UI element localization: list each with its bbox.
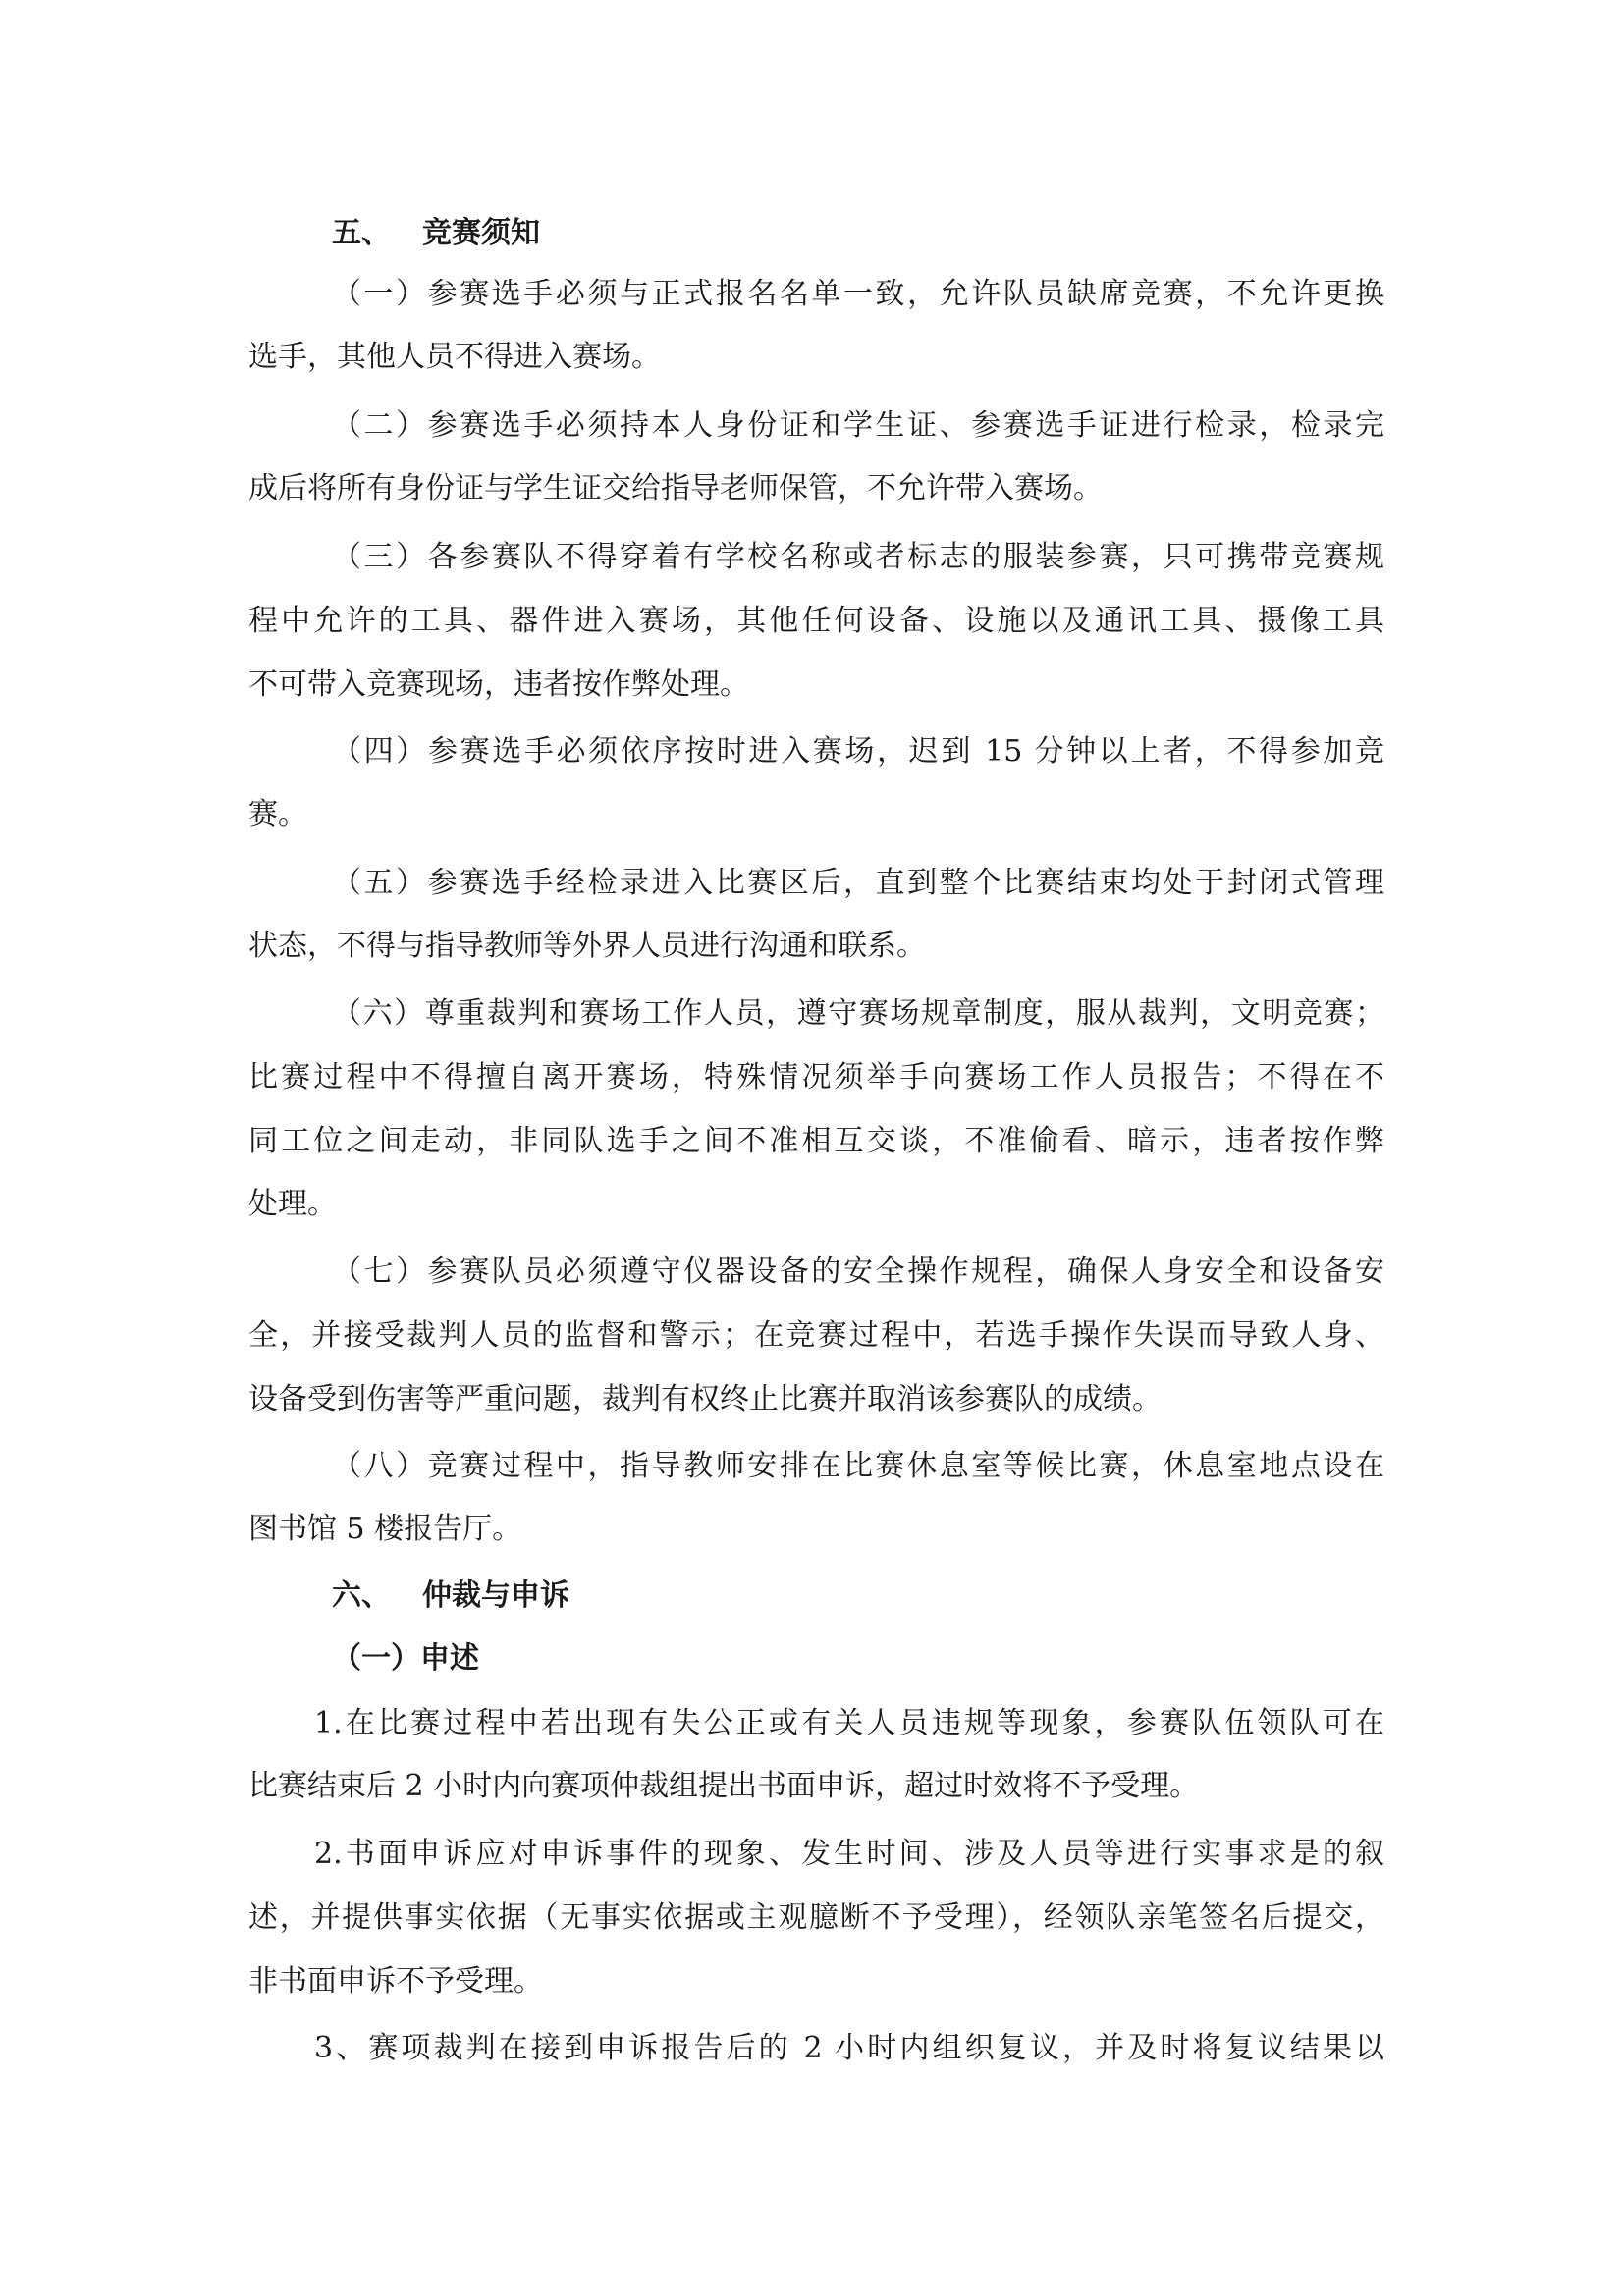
paragraph-line: （二）参赛选手必须持本人身份证和学生证、参赛选手证进行检录，检录完 — [332, 408, 1384, 443]
paragraph-line: （一）参赛选手必须与正式报名名单一致，允许队员缺席竞赛，不允许更换 — [332, 277, 1384, 311]
subsection-heading: （一）申述 — [332, 1641, 479, 1676]
paragraph-line: 不可带入竞赛现场，违者按作弊处理。 — [248, 667, 749, 702]
paragraph-line: 同工位之间走动，非同队选手之间不准相互交谈，不准偷看、暗示，违者按作弊 — [248, 1124, 1384, 1158]
paragraph-line: 述，并提供事实依据（无事实依据或主观臆断不予受理），经领队亲笔签名后提交， — [248, 1900, 1384, 1935]
paragraph-line: 3、赛项裁判在接到申诉报告后的 2 小时内组织复议，并及时将复议结果以 — [314, 2031, 1384, 2065]
section-heading — [332, 214, 540, 253]
paragraph-line: 程中允许的工具、器件进入赛场，其他任何设备、设施以及通讯工具、摄像工具 — [248, 604, 1384, 638]
paragraph-line: 2.书面申诉应对申诉事件的现象、发生时间、涉及人员等进行实事求是的叙 — [314, 1837, 1384, 1871]
paragraph-line: 赛。 — [248, 797, 307, 831]
paragraph-line: 选手，其他人员不得进入赛场。 — [248, 340, 661, 374]
paragraph-line: （三）各参赛队不得穿着有学校名称或者标志的服装参赛，只可携带竞赛规 — [332, 540, 1384, 574]
paragraph-line: 全，并接受裁判人员的监督和警示；在竞赛过程中，若选手操作失误而导致人身、 — [248, 1318, 1384, 1353]
paragraph-line: （七）参赛队员必须遵守仪器设备的安全操作规程，确保人身安全和设备安 — [332, 1255, 1384, 1289]
paragraph-line: 状态，不得与指导教师等外界人员进行沟通和联系。 — [248, 929, 926, 963]
paragraph-line: 设备受到伤害等严重问题，裁判有权终止比赛并取消该参赛队的成绩。 — [248, 1382, 1162, 1416]
section-number: 五、 — [332, 216, 391, 250]
paragraph-line: （六）尊重裁判和赛场工作人员，遵守赛场规章制度，服从裁判，文明竞赛； — [332, 996, 1384, 1031]
paragraph-line: 比赛结束后 2 小时内向赛项仲裁组提出书面申诉，超过时效将不予受理。 — [248, 1769, 1200, 1803]
paragraph-line: （四）参赛选手必须依序按时进入赛场，迟到 15 分钟以上者，不得参加竞 — [332, 734, 1384, 769]
paragraph-line: 非书面申诉不予受理。 — [248, 1964, 543, 1999]
section-number: 六、 — [332, 1578, 391, 1613]
paragraph-line: 成后将所有身份证与学生证交给指导老师保管，不允许带入赛场。 — [248, 471, 1103, 506]
paragraph-line: 图书馆 5 楼报告厅。 — [248, 1512, 522, 1546]
section-title: 竞赛须知 — [422, 216, 540, 250]
paragraph-line: 1.在比赛过程中若出现有失公正或有关人员违规等现象，参赛队伍领队可在 — [314, 1706, 1384, 1740]
section-title: 仲裁与申诉 — [422, 1578, 569, 1613]
paragraph-line: （八）竞赛过程中，指导教师安排在比赛休息室等候比赛，休息室地点设在 — [332, 1449, 1384, 1483]
section-heading — [332, 1576, 569, 1616]
paragraph-line: 处理。 — [248, 1187, 337, 1221]
paragraph-line: 比赛过程中不得擅自离开赛场，特殊情况须举手向赛场工作人员报告；不得在不 — [248, 1060, 1384, 1095]
paragraph-line: （五）参赛选手经检录进入比赛区后，直到整个比赛结束均处于封闭式管理 — [332, 866, 1384, 900]
